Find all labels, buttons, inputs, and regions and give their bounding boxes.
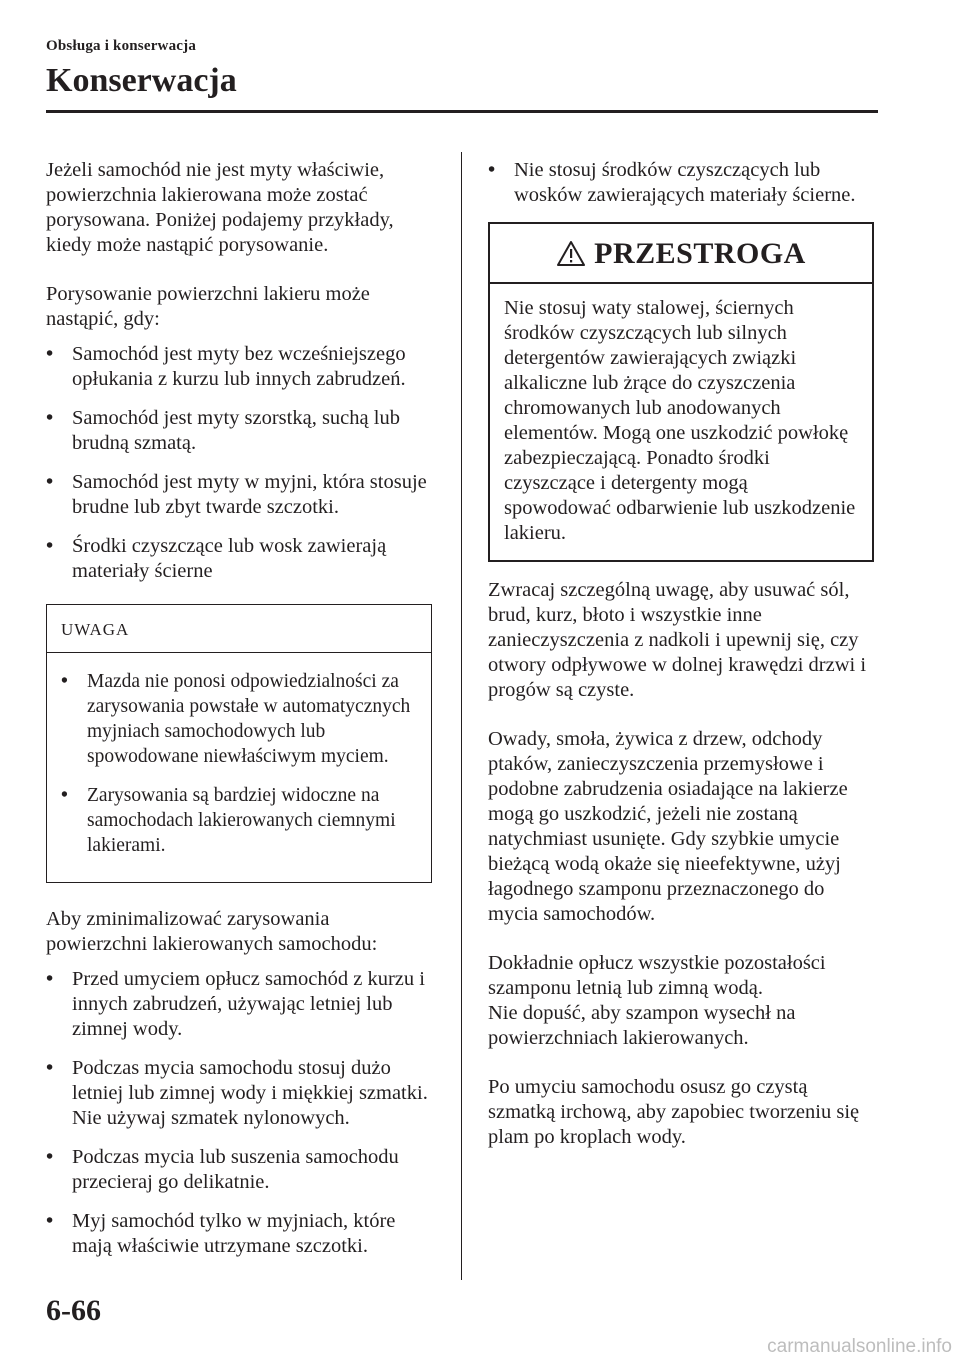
- right-column: [488, 158, 874, 1174]
- list-item: • Przed umyciem opłucz samochód z kurzu i innych zabrudzeń, używając letniej lub zimnej wody.: [46, 968, 425, 1040]
- paragraph: Po umyciu samochodu osusz go czystą szmatką irchową, aby zapobiec tworzeniu się plam po kroplach wody.: [488, 1076, 860, 1148]
- list-item: • Zarysowania są bardziej widoczne na samochodach lakierowanych ciemnymi lakierami.: [61, 785, 396, 856]
- paragraph: Owady, smoła, żywica z drzew, odchody ptaków, zanieczyszczenia przemysłowe i podobne zabrudzenia osiadające na lakierze mogą go uszkodzić, jeżeli nie zostaną natychmiast usunięte. Gdy szybkie umycie bieżącą wodą okaże się nieefektywne, użyj łagodnego szamponu przeznaczonego do mycia samochodów.: [488, 728, 848, 925]
- bullet-icon: •: [46, 407, 54, 429]
- bullet-icon: •: [46, 535, 54, 557]
- paragraph: Dokładnie opłucz wszystkie pozostałości szamponu letnią lub zimną wodą. Nie dopuść, aby szampon wysechł na powierzchniach lakierowanych.: [488, 952, 826, 1049]
- paragraph: Zwracaj szczególną uwagę, aby usuwać sól, brud, kurz, błoto i wszystkie inne zanieczyszczenia z nadkoli i upewnij się, czy otwory odpływowe w dolnej krawędzi drzwi i progów są czyste.: [488, 579, 867, 701]
- page-number: 6-66: [46, 1294, 101, 1327]
- bullet-icon: •: [46, 1057, 54, 1079]
- bullet-icon: •: [46, 1210, 54, 1232]
- list-item: • Podczas mycia samochodu stosuj dużo letniej lub zimnej wody i miękkiej szmatki. Nie używaj szmatek nylonowych.: [46, 1057, 428, 1129]
- bullet-icon: •: [46, 471, 54, 493]
- note-body: [47, 653, 431, 882]
- chapter-title: Konserwacja: [46, 62, 237, 99]
- bullet-icon: •: [61, 785, 68, 806]
- minimize-intro: Aby zminimalizować zarysowania powierzchni lakierowanych samochodu:: [46, 908, 378, 955]
- bullet-icon: •: [46, 343, 54, 365]
- caution-text: Nie stosuj waty stalowej, ściernych środków czyszczących lub silnych detergentów zawierających związki alkaliczne lub żrące do czyszczenia chromowanych lub anodowanych elementów. Mogą one uszkodzić powłokę zabezpieczającą. Ponadto środki czyszczące i detergenty mogą spowodować odbarwienie lub uszkodzenie lakieru.: [504, 297, 856, 544]
- bullet-icon: •: [46, 968, 54, 990]
- watermark: carmanualsonline.info: [767, 1336, 952, 1357]
- bullet-icon: •: [46, 1146, 54, 1168]
- list-item: • Samochód jest myty szorstką, suchą lub brudną szmatą.: [46, 407, 400, 454]
- page-header: [46, 38, 878, 101]
- list-item: • Mazda nie ponosi odpowiedzialności za zarysowania powstałe w automatycznych myjniach samochodowych lub spowodowane niewłaściwym myciem.: [61, 671, 411, 767]
- left-column: [46, 158, 432, 1279]
- caution-title: PRZESTROGA: [594, 236, 806, 270]
- scratch-intro: Porysowanie powierzchni lakieru może nastąpić, gdy:: [46, 283, 370, 330]
- note-list: [61, 669, 419, 858]
- intro-paragraph: Jeżeli samochód nie jest myty właściwie, powierzchnia lakierowana może zostać porysowana. Poniżej podajemy przykłady, kiedy może nastąpić porysowanie.: [46, 159, 394, 256]
- minimize-tips-list: [46, 967, 432, 1259]
- list-item: • Nie stosuj środków czyszczących lub wosków zawierających materiały ścierne.: [488, 159, 856, 206]
- section-label: Obsługa i konserwacja: [46, 38, 197, 54]
- bullet-icon: •: [61, 671, 68, 692]
- note-box: [46, 604, 432, 883]
- caution-header: [490, 224, 872, 284]
- bullet-icon: •: [488, 159, 496, 181]
- list-item: • Myj samochód tylko w myjniach, które mają właściwie utrzymane szczotki.: [46, 1210, 396, 1257]
- list-item: • Samochód jest myty bez wcześniejszego opłukania z kurzu lub innych zabrudzeń.: [46, 343, 406, 390]
- list-item: • Podczas mycia lub suszenia samochodu przecieraj go delikatnie.: [46, 1146, 399, 1193]
- warning-triangle-icon: [556, 240, 586, 267]
- abrasive-warning-list: [488, 158, 874, 208]
- list-item: • Środki czyszczące lub wosk zawierają materiały ścierne: [46, 535, 387, 582]
- note-title: UWAGA: [47, 605, 431, 653]
- scratch-causes-list: [46, 342, 432, 584]
- caution-box: [488, 222, 874, 562]
- header-rule: [46, 110, 878, 113]
- list-item: • Samochód jest myty w myjni, która stosuje brudne lub zbyt twarde szczotki.: [46, 471, 427, 518]
- column-divider: [461, 152, 462, 1280]
